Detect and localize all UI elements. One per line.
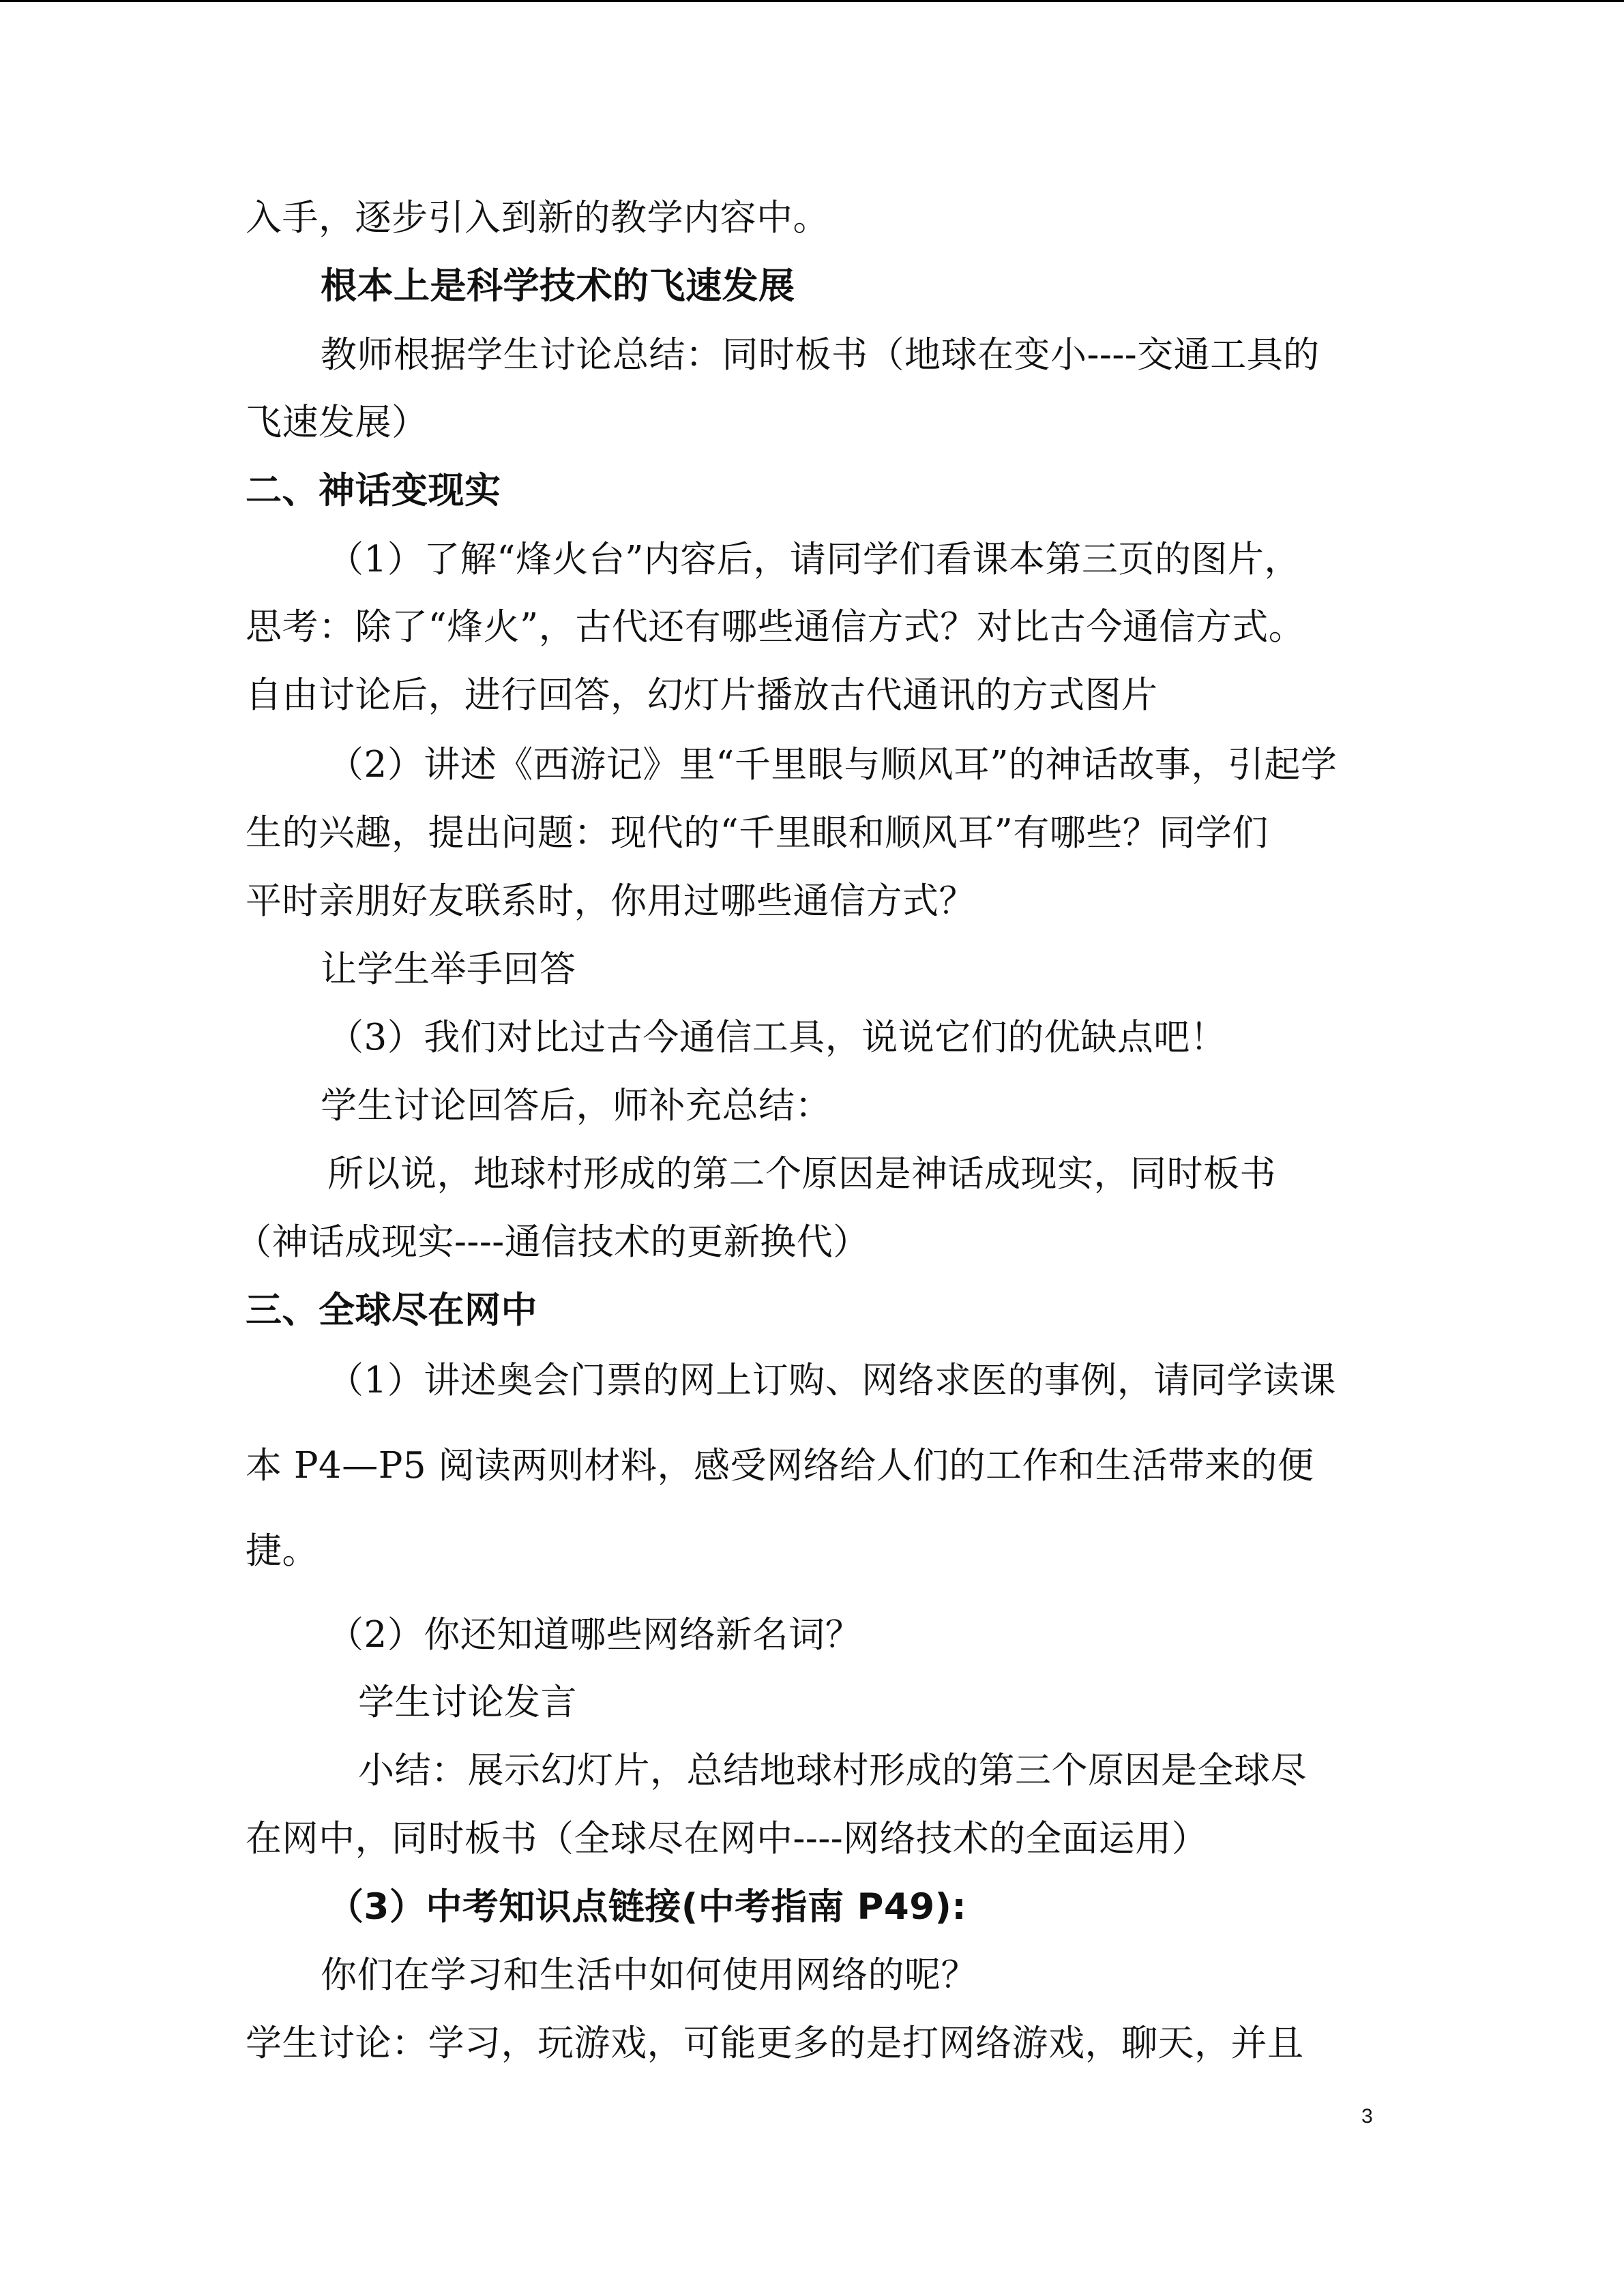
body-text-line: （2）讲述《西游记》里“千里眼与顺风耳”的神话故事，引起学	[327, 744, 1338, 786]
body-text-line: 入手，逐步引入到新的教学内容中。	[246, 197, 829, 239]
body-text-line: 学生讨论回答后，师补充总结：	[321, 1085, 831, 1127]
body-text-line: 捷。	[246, 1530, 319, 1572]
body-text-line: 平时亲朋好友联系时，你用过哪些通信方式？	[246, 880, 975, 922]
page-number: 3	[1361, 2105, 1373, 2128]
body-text-line: （3）我们对比过古今通信工具，说说它们的优缺点吧！	[327, 1017, 1227, 1058]
body-text-line: 自由讨论后，进行回答，幻灯片播放古代通讯的方式图片	[246, 674, 1158, 716]
body-text-line: （1）了解“烽火台”内容后，请同学们看课本第三页的图片，	[327, 539, 1301, 580]
body-text-line: 让学生举手回答	[321, 949, 576, 990]
body-text-line: 教师根据学生讨论总结：同时板书（地球在变小----交通工具的	[321, 334, 1320, 376]
body-text-line: （1）讲述奥会门票的网上订购、网络求医的事例，请同学读课	[327, 1360, 1336, 1401]
body-text-line: 思考：除了“烽火”，古代还有哪些通信方式？对比古今通信方式。	[246, 606, 1305, 648]
body-text-line: 所以说，地球村形成的第二个原因是神话成现实，同时板书	[327, 1153, 1276, 1195]
body-text-line: （2）你还知道哪些网络新名词？	[327, 1614, 862, 1656]
body-text-line: 你们在学习和生活中如何使用网络的呢？	[321, 1954, 977, 1996]
body-text-line: 生的兴趣，提出问题：现代的“千里眼和顺风耳”有哪些？同学们	[246, 812, 1269, 854]
body-text-line: 本 P4—P5 阅读两则材料，感受网络给人们的工作和生活带来的便	[246, 1445, 1314, 1487]
body-text-line: 学生讨论：学习，玩游戏，可能更多的是打网络游戏，聊天，并且	[246, 2023, 1304, 2064]
top-border-line	[0, 0, 1624, 2]
section-heading: 三、全球尽在网中	[246, 1289, 537, 1331]
section-heading: 二、神话变现实	[246, 470, 501, 511]
body-text-line: 飞速发展）	[246, 402, 428, 443]
body-text-line: 学生讨论发言	[358, 1682, 577, 1723]
body-text-line-bold: 根本上是科学技术的飞速发展	[321, 265, 795, 307]
body-text-line: 在网中，同时板书（全球尽在网中----网络技术的全面运用）	[246, 1818, 1209, 1860]
body-text-line: （神话成现实----通信技术的更新换代）	[235, 1221, 870, 1263]
body-text-line: 小结：展示幻灯片，总结地球村形成的第三个原因是全球尽	[358, 1750, 1307, 1791]
body-text-line-bold: （3）中考知识点链接(中考指南 P49):	[327, 1886, 967, 1928]
